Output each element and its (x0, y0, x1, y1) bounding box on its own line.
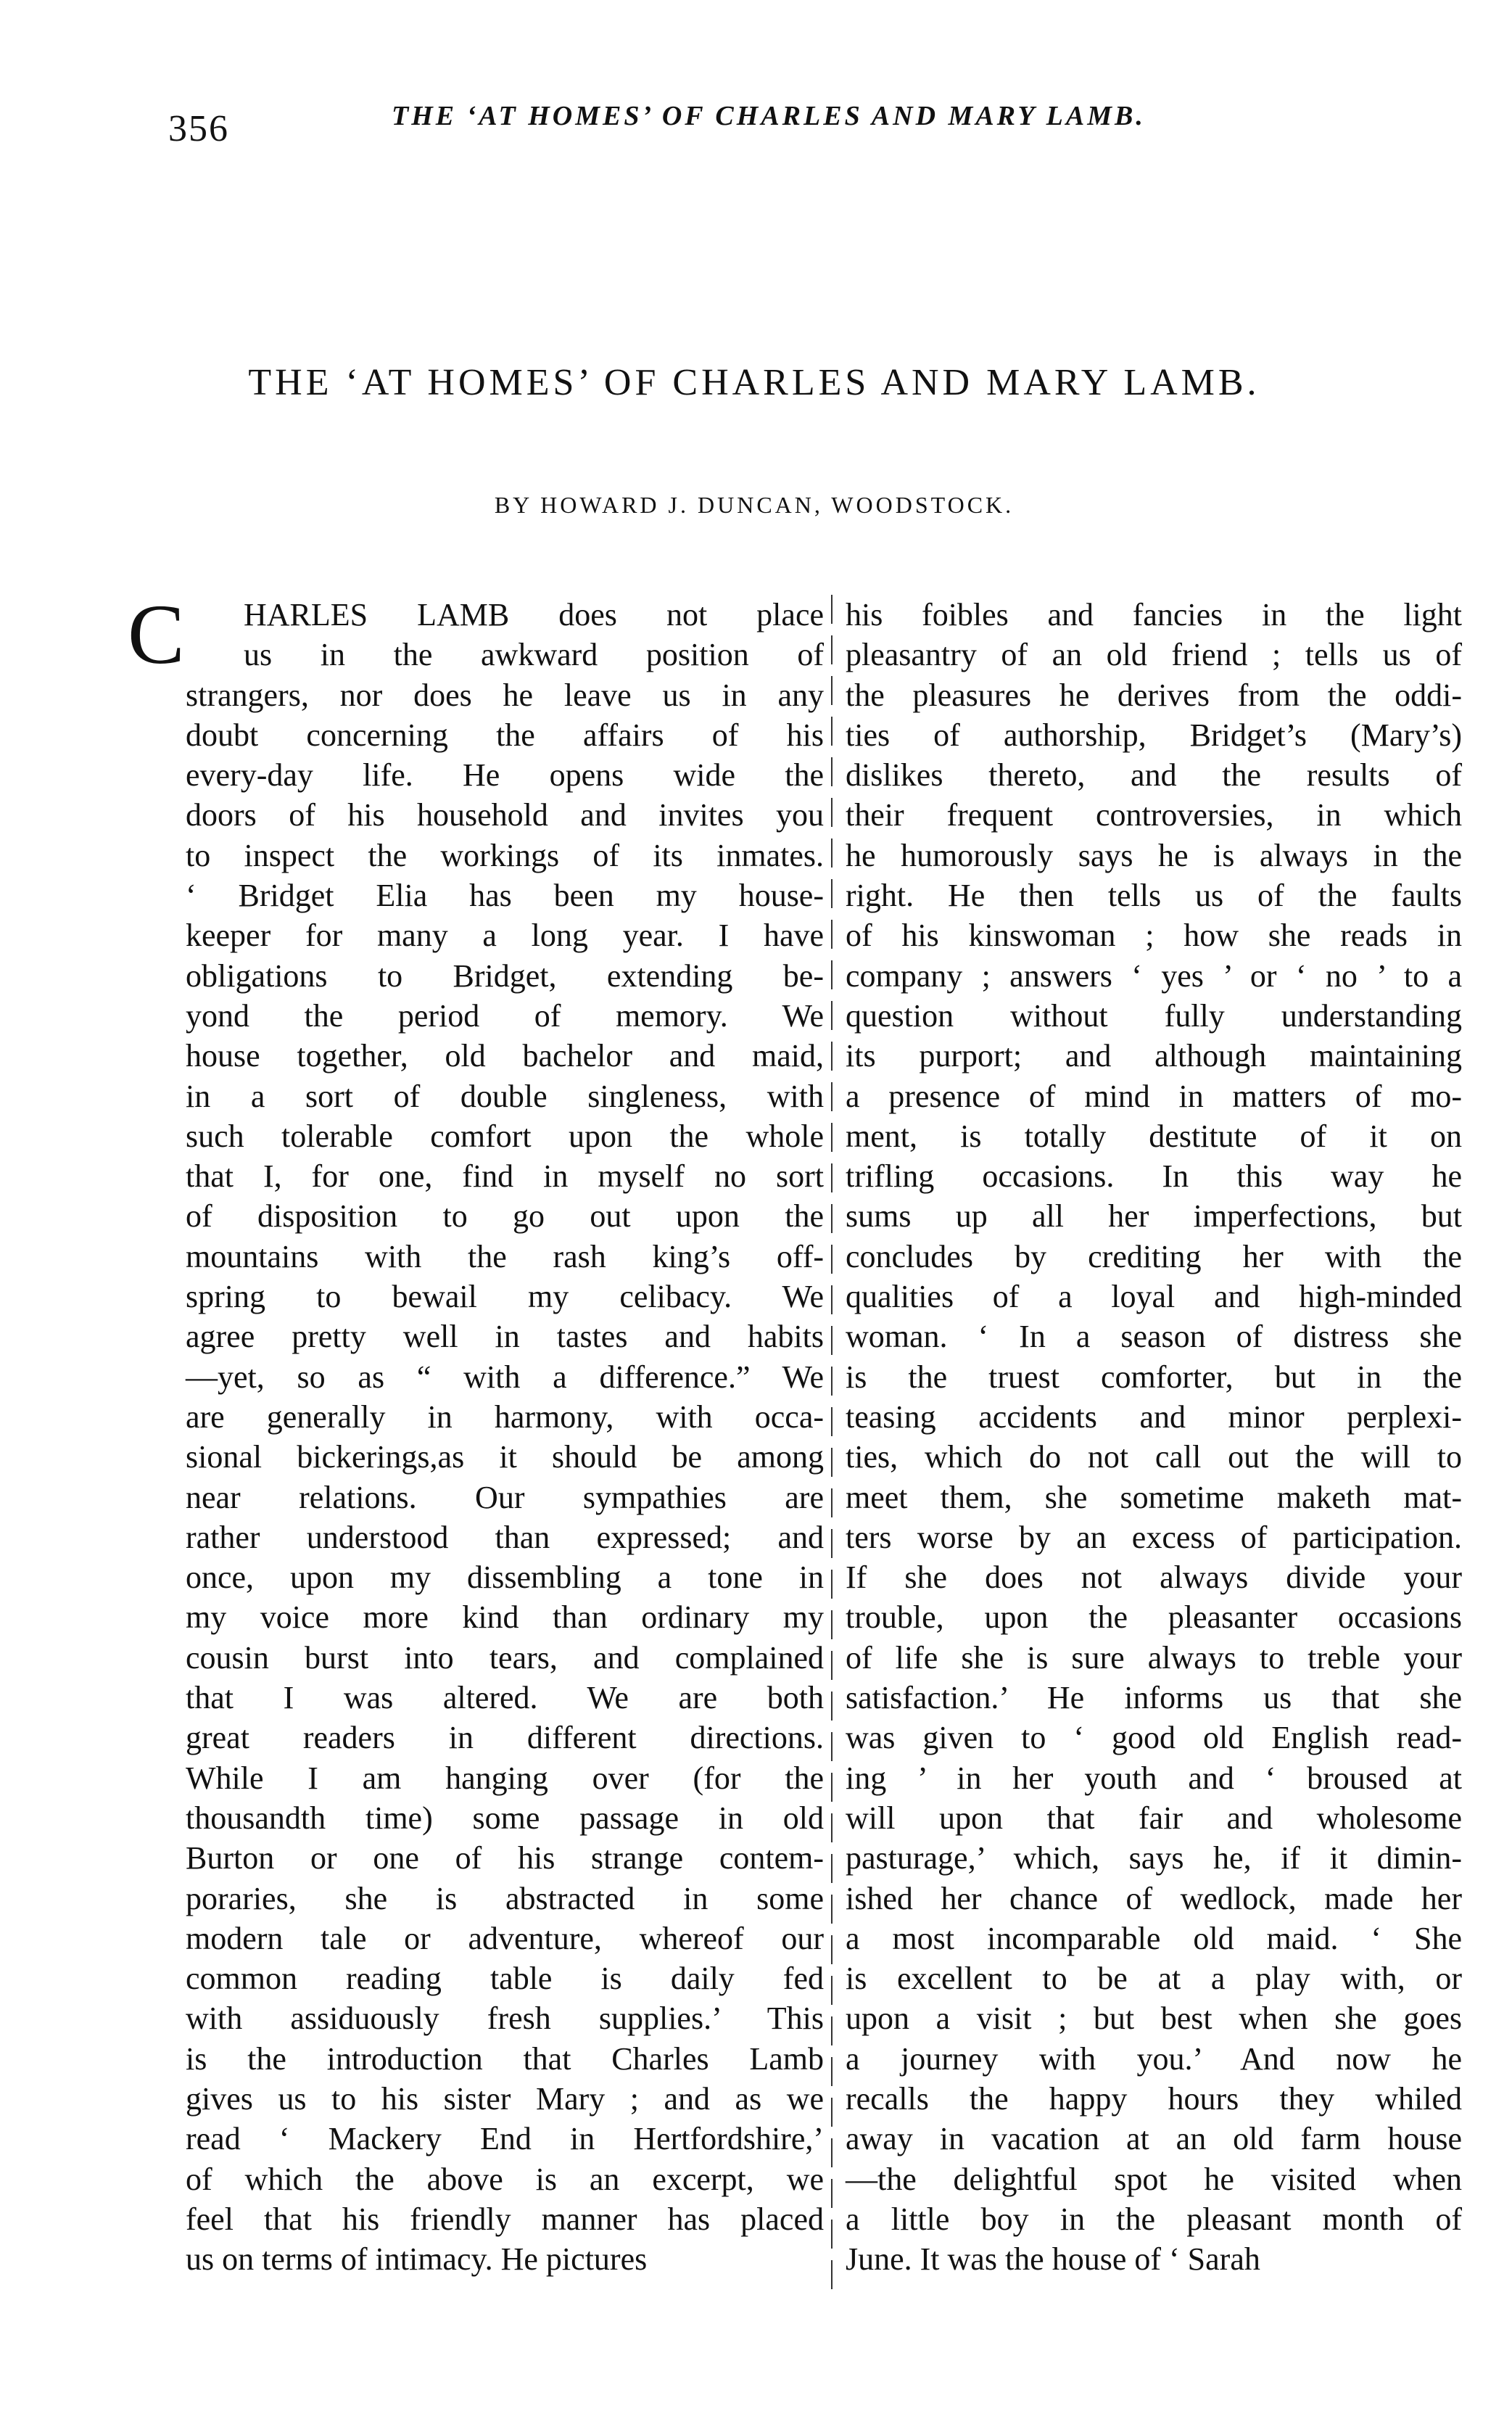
text-line: in a sort of double singleness, with (186, 1078, 824, 1114)
text-line: —the delightful spot he visited when (846, 2161, 1462, 2197)
text-line: strangers, nor does he leave us in any (186, 677, 824, 713)
running-head: THE ‘AT HOMES’ OF CHARLES AND MARY LAMB. (392, 101, 1146, 131)
text-line: obligations to Bridget, extending be- (186, 957, 824, 994)
text-line: read ‘ Mackery End in Hertfordshire,’ (186, 2121, 824, 2157)
text-line: qualities of a loyal and high-minded (846, 1279, 1462, 1315)
text-line: doors of his household and invites you (186, 797, 824, 833)
text-line: of his kinswoman ; how she reads in (846, 918, 1462, 954)
text-line: keeper for many a long year. I have (186, 918, 824, 954)
text-line: a presence of mind in matters of mo- (846, 1078, 1462, 1114)
text-line: company ; answers ‘ yes ’ or ‘ no ’ to a (846, 957, 1462, 994)
left-column (128, 587, 824, 2279)
text-line: agree pretty well in tastes and habits (186, 1319, 824, 1355)
text-line: thousandth time) some passage in old (186, 1800, 824, 1836)
text-line: If she does not always divide your (846, 1559, 1462, 1596)
text-line: is the truest comforter, but in the (846, 1359, 1462, 1395)
text-line: upon a visit ; but best when she goes (846, 2000, 1462, 2037)
article-title: THE ‘AT HOMES’ OF CHARLES AND MARY LAMB. (248, 362, 1260, 403)
text-line: sums up all her imperfections, but (846, 1198, 1462, 1235)
text-line: recalls the happy hours they whiled (846, 2080, 1462, 2117)
text-line: common reading table is daily fed (186, 1961, 824, 1997)
text-line: June. It was the house of ‘ Sarah (846, 2241, 1260, 2278)
text-line: question without fully understanding (846, 997, 1462, 1034)
text-line: their frequent controversies, in which (846, 797, 1462, 833)
text-line: trifling occasions. In this way he (846, 1158, 1462, 1195)
text-line: house together, old bachelor and maid, (186, 1038, 824, 1074)
text-line: rather understood than expressed; and (186, 1519, 824, 1555)
text-line: will upon that fair and wholesome (846, 1800, 1462, 1836)
text-line: Burton or one of his strange contem- (186, 1840, 824, 1876)
text-line: poraries, she is abstracted in some (186, 1880, 824, 1916)
text-line: a most incomparable old maid. ‘ She (846, 1920, 1462, 1956)
article-byline: BY HOWARD J. DUNCAN, WOODSTOCK. (494, 492, 1015, 518)
text-line: are generally in harmony, with occa- (186, 1398, 824, 1435)
text-line: concludes by crediting her with the (846, 1238, 1462, 1274)
text-line: its purport; and although maintaining (846, 1038, 1462, 1074)
text-line: his foibles and fancies in the light (846, 597, 1462, 632)
text-line: such tolerable comfort upon the whole (186, 1118, 824, 1154)
page-number: 356 (168, 108, 229, 149)
text-line: away in vacation at an old farm house (846, 2121, 1462, 2157)
text-line: is excellent to be at a play with, or (846, 1961, 1462, 1997)
text-line: ing ’ in her youth and ‘ broused at (846, 1760, 1462, 1796)
text-line: ‘ Bridget Elia has been my house- (186, 878, 824, 914)
text-line: that I was altered. We are both (186, 1680, 824, 1716)
text-line: of which the above is an excerpt, we (186, 2161, 824, 2197)
text-line: meet them, she sometime maketh mat- (846, 1479, 1462, 1515)
text-line: sional bickerings,as it should be among (186, 1439, 824, 1475)
text-line: modern tale or adventure, whereof our (186, 1920, 824, 1956)
text-line: spring to bewail my celibacy. We (186, 1279, 824, 1315)
text-line: to inspect the workings of its inmates. (186, 837, 824, 873)
text-line: pasturage,’ which, says he, if it dimin- (846, 1840, 1462, 1876)
text-line: was given to ‘ good old English read- (846, 1720, 1462, 1756)
text-line: the pleasures he derives from the oddi- (846, 677, 1462, 713)
text-line: ties of authorship, Bridget’s (Mary’s) (846, 717, 1462, 753)
text-line: that I, for one, find in myself no sort (186, 1158, 824, 1195)
text-line: he humorously says he is always in the (846, 837, 1462, 873)
text-line: great readers in different directions. (186, 1720, 824, 1756)
text-line: of life she is sure always to treble your (846, 1639, 1462, 1676)
text-line: once, upon my dissembling a tone in (186, 1559, 824, 1596)
text-line: is the introduction that Charles Lamb (186, 2040, 824, 2077)
text-line: us in the awkward position of (244, 637, 824, 673)
text-line: near relations. Our sympathies are (186, 1479, 824, 1515)
text-line: right. He then tells us of the faults (846, 878, 1462, 914)
text-line: ment, is totally destitute of it on (846, 1118, 1462, 1154)
drop-cap: C (128, 587, 185, 682)
text-line: satisfaction.’ He informs us that she (846, 1680, 1462, 1716)
text-line: mountains with the rash king’s off- (186, 1238, 824, 1274)
right-column (846, 595, 1462, 2279)
text-line: a journey with you.’ And now he (846, 2040, 1462, 2077)
text-line: us on terms of intimacy. He pictures (186, 2241, 648, 2278)
text-line: While I am hanging over (for the (186, 1760, 824, 1796)
column-divider (831, 595, 833, 2292)
text-line-content: HARLES LAMB does not place (244, 597, 824, 632)
text-line: every-day life. He opens wide the (186, 757, 824, 794)
text-line: a little boy in the pleasant month of (846, 2201, 1462, 2237)
text-line: ties, which do not call out the will to (846, 1439, 1462, 1475)
text-line: woman. ‘ In a season of distress she (846, 1319, 1462, 1355)
text-line: ished her chance of wedlock, made her (846, 1880, 1462, 1916)
text-line: —yet, so as “ with a difference.” We (186, 1359, 824, 1395)
text-line: ters worse by an excess of participation. (846, 1519, 1462, 1555)
text-line: trouble, upon the pleasanter occasions (846, 1599, 1462, 1636)
text-line: my voice more kind than ordinary my (186, 1599, 824, 1636)
text-line: cousin burst into tears, and complained (186, 1639, 824, 1676)
text-line: yond the period of memory. We (186, 997, 824, 1034)
text-line: with assiduously fresh supplies.’ This (186, 2000, 824, 2037)
text-line: feel that his friendly manner has placed (186, 2201, 824, 2237)
text-line: pleasantry of an old friend ; tells us of (846, 637, 1462, 673)
text-line: of disposition to go out upon the (186, 1198, 824, 1235)
text-line: teasing accidents and minor perplexi- (846, 1398, 1462, 1435)
text-line: doubt concerning the affairs of his (186, 717, 824, 753)
text-line: gives us to his sister Mary ; and as we (186, 2080, 824, 2117)
text-line: dislikes thereto, and the results of (846, 757, 1462, 794)
